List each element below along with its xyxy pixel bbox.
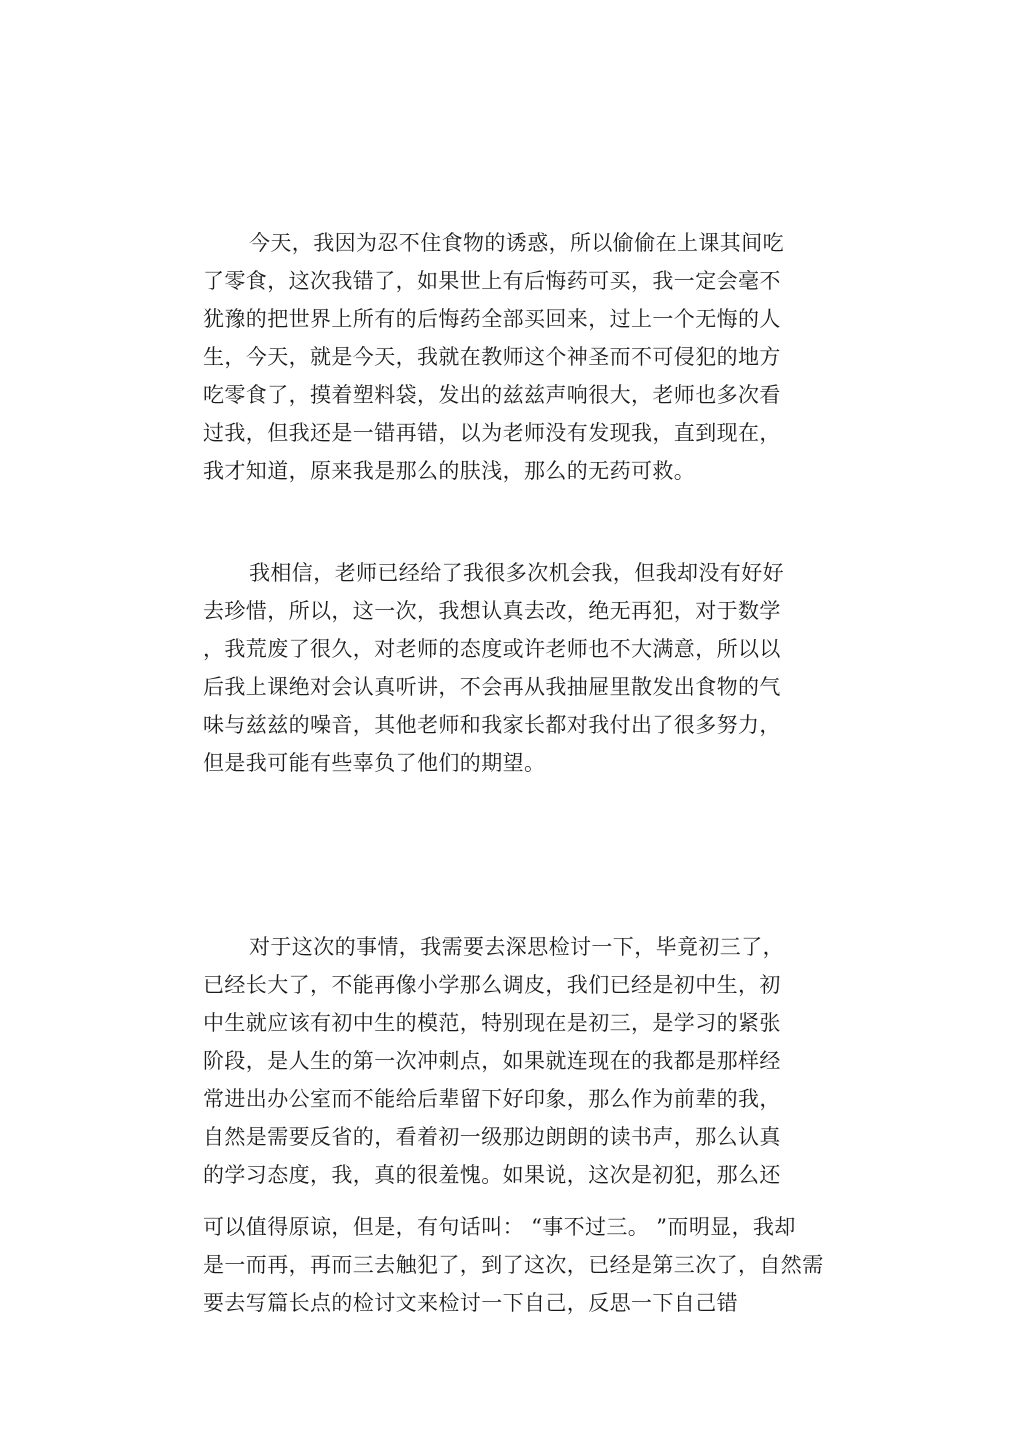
paragraph-1-line-4: 生，今天，就是今天，我就在教师这个神圣而不可侵犯的地方 xyxy=(203,345,781,369)
paragraph-2-line-2: 去珍惜，所以，这一次，我想认真去改，绝无再犯，对于数学 xyxy=(203,599,781,623)
paragraph-3-line-4: 阶段，是人生的第一次冲刺点，如果就连现在的我都是那样经 xyxy=(203,1049,781,1073)
paragraph-3-line-2: 已经长大了，不能再像小学那么调皮，我们已经是初中生，初 xyxy=(203,973,781,997)
paragraph-3-line-1: 对于这次的事情，我需要去深思检讨一下，毕竟初三了， xyxy=(249,935,784,959)
paragraph-3-line-7: 的学习态度，我，真的很羞愧。如果说，这次是初犯，那么还 xyxy=(203,1163,781,1187)
paragraph-2-line-5: 味与兹兹的噪音，其他老师和我家长都对我付出了很多努力， xyxy=(203,713,781,737)
paragraph-2-line-4: 后我上课绝对会认真听讲，不会再从我抽屉里散发出食物的气 xyxy=(203,675,781,699)
paragraph-2-line-1: 我相信，老师已经给了我很多次机会我，但我却没有好好 xyxy=(249,561,784,585)
paragraph-1-line-2: 了零食，这次我错了，如果世上有后悔药可买，我一定会毫不 xyxy=(203,269,781,293)
paragraph-3-line-6: 自然是需要反省的，看着初一级那边朗朗的读书声，那么认真 xyxy=(203,1125,781,1149)
paragraph-3-line-10: 要去写篇长点的检讨文来检讨一下自己，反思一下自己错 xyxy=(203,1291,738,1315)
paragraph-1-line-7: 我才知道，原来我是那么的肤浅，那么的无药可救。 xyxy=(203,459,696,483)
paragraph-1-line-5: 吃零食了，摸着塑料袋，发出的兹兹声响很大，老师也多次看 xyxy=(203,383,781,407)
paragraph-3-line-9: 是一而再，再而三去触犯了，到了这次，已经是第三次了，自然需 xyxy=(203,1253,824,1277)
paragraph-3-line-3: 中生就应该有初中生的模范，特别现在是初三，是学习的紧张 xyxy=(203,1011,781,1035)
paragraph-2-line-6: 但是我可能有些辜负了他们的期望。 xyxy=(203,751,546,775)
paragraph-3-line-5: 常进出办公室而不能给后辈留下好印象，那么作为前辈的我， xyxy=(203,1087,781,1111)
paragraph-2-line-3: ，我荒废了很久，对老师的态度或许老师也不大满意，所以以 xyxy=(203,637,781,661)
paragraph-3-line-8: 可以值得原谅，但是，有句话叫： “事不过三。 ”而明显，我却 xyxy=(203,1215,796,1239)
paragraph-1-line-3: 犹豫的把世界上所有的后悔药全部买回来，过上一个无悔的人 xyxy=(203,307,781,331)
paragraph-1-line-6: 过我，但我还是一错再错，以为老师没有发现我，直到现在， xyxy=(203,421,781,445)
paragraph-1-line-1: 今天，我因为忍不住食物的诱惑，所以偷偷在上课其间吃 xyxy=(249,231,784,255)
